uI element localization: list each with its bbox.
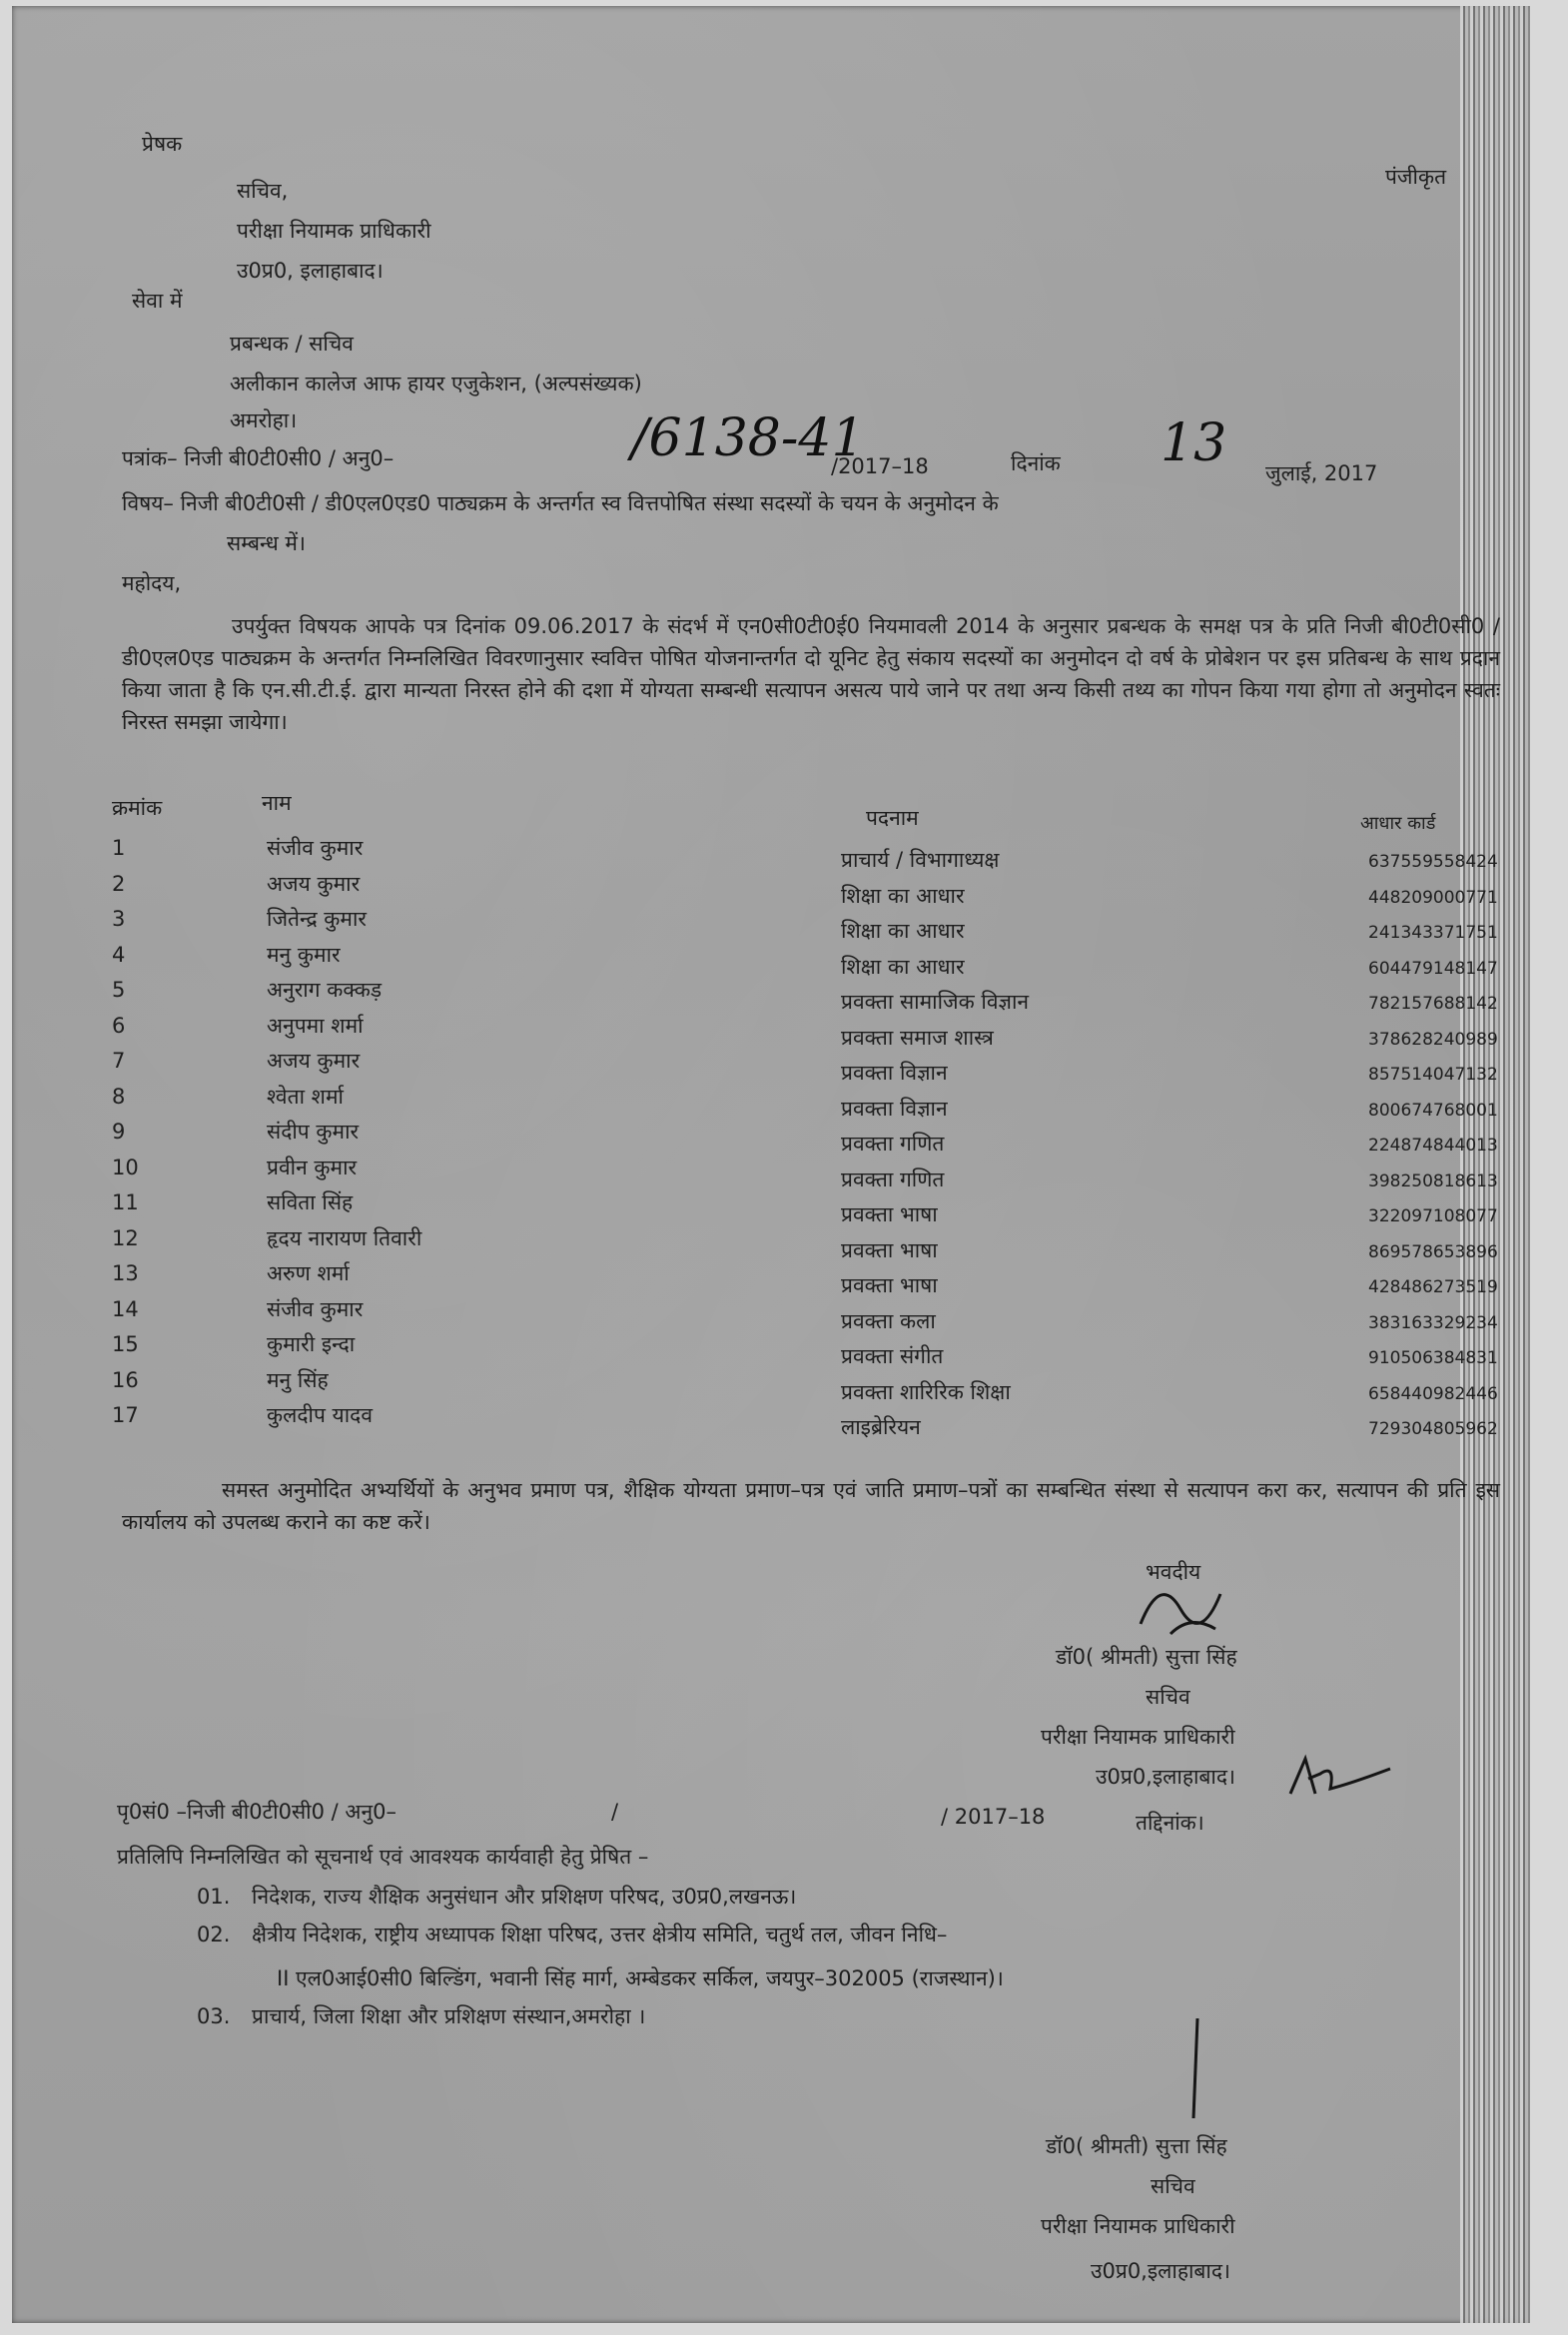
row-name: संजीव कुमार bbox=[267, 836, 364, 860]
date-month-year: जुलाई, 2017 bbox=[1265, 461, 1378, 485]
col-name-header: नाम bbox=[262, 791, 292, 815]
copy-item-text: प्राचार्य, जिला शिक्षा और प्रशिक्षण संस्थान,अमरोहा । bbox=[252, 2004, 646, 2028]
signatory-name-2: डॉ0( श्रीमती) सुत्ता सिंह bbox=[1046, 2134, 1227, 2158]
copy-item-text: क्षैत्रीय निदेशक, राष्ट्रीय अध्यापक शिक्षा परिषद, उत्तर क्षेत्रीय समिति, चतुर्थ तल, जीवन निधि– bbox=[252, 1923, 948, 1946]
row-aadhaar: 398250818613 bbox=[1368, 1170, 1498, 1191]
closing-paragraph: समस्त अनुमोदित अभ्यर्थियों के अनुभव प्रमाण पत्र, शैक्षिक योग्यता प्रमाण–पत्र एवं जाति प्रमाण–पत्रों का सम्बन्धित संस्था से सत्यापन करा कर, सत्यापन की प्रति इस कार्यालय को उपलब्ध कराने का कष्ट करें। bbox=[122, 1478, 1500, 1534]
row-aadhaar: 800674768001 bbox=[1368, 1100, 1498, 1121]
row-serial: 16 bbox=[112, 1367, 139, 1392]
row-designation: प्रवक्ता गणित bbox=[841, 1132, 945, 1156]
recipient-line-1: प्रबन्धक / सचिव bbox=[230, 332, 354, 356]
signatory-office-2: परीक्षा नियामक प्राधिकारी bbox=[1041, 2214, 1235, 2238]
recipient-line-3: अमरोहा। bbox=[230, 408, 298, 432]
row-serial: 15 bbox=[112, 1332, 139, 1356]
row-serial: 14 bbox=[112, 1296, 139, 1321]
row-name: मनु सिंह bbox=[267, 1367, 329, 1392]
row-name: अनुराग कक्कड़ bbox=[267, 978, 383, 1002]
copy-intro: प्रतिलिपि निम्नलिखित को सूचनार्थ एवं आवश्यक कार्यवाही हेतु प्रेषित – bbox=[117, 1845, 649, 1869]
copy-patrank: पृ0सं0 –निजी बी0टी0सी0 / अनु0– bbox=[117, 1800, 396, 1824]
row-aadhaar: 224874844013 bbox=[1368, 1136, 1498, 1156]
row-designation: लाइब्रेरियन bbox=[841, 1415, 921, 1439]
row-name: जितेन्द्र कुमार bbox=[267, 907, 368, 931]
sender-line-2: परीक्षा नियामक प्राधिकारी bbox=[237, 219, 431, 243]
row-serial: 10 bbox=[112, 1155, 139, 1179]
row-designation: प्रवक्ता भाषा bbox=[841, 1273, 938, 1297]
row-serial: 6 bbox=[112, 1013, 126, 1038]
patrank-label: पत्रांक– निजी बी0टी0सी0 / अनु0– bbox=[122, 446, 394, 470]
signature-mark-1 bbox=[1121, 1554, 1250, 1644]
row-designation: प्रवक्ता भाषा bbox=[841, 1237, 938, 1262]
col-designation-header: पदनाम bbox=[866, 806, 919, 830]
row-serial: 1 bbox=[112, 836, 126, 860]
row-serial: 4 bbox=[112, 942, 126, 967]
row-designation: प्राचार्य / विभागाध्यक्ष bbox=[841, 848, 1000, 872]
sender-line-1: सचिव, bbox=[237, 179, 289, 203]
row-name: श्वेता शर्मा bbox=[267, 1084, 344, 1109]
copy-year: / 2017–18 bbox=[941, 1805, 1046, 1829]
scanned-letter bbox=[12, 6, 1530, 2323]
row-serial: 2 bbox=[112, 871, 126, 896]
row-designation: शिक्षा का आधार bbox=[841, 919, 965, 943]
body-paragraph: उपर्युक्त विषयक आपके पत्र दिनांक 09.06.2017 के संदर्भ में एन0सी0टी0ई0 नियमावली 2014 के अनुसार प्रबन्धक के समक्ष पत्र के प्रति निजी बी0टी0सी0 / डी0एल0एड पाठ्यक्रम के अन्तर्गत निम्नलिखित विवरणानुसार स्ववित्त पोषित योजनान्तर्गत दो यूनिट हेतु संकाय सदस्यों का अनुमोदन दो वर्ष के प्रोबेशन पर इस प्रतिबन्ध के साथ प्रदान किया जाता है कि एन.सी.टी.ई. द्वारा मान्यता निरस्त होने की दशा में योग्यता सम्बन्धी सत्यापन असत्य पाये जाने पर तथा अन्य किसी तथ्य का गोपन किया गया होगा तो अनुमोदन स्वतः निरस्त समझा जायेगा। bbox=[122, 614, 1500, 734]
row-designation: प्रवक्ता भाषा bbox=[841, 1202, 938, 1226]
row-name: अजय कुमार bbox=[267, 871, 361, 896]
row-aadhaar: 241343371751 bbox=[1368, 923, 1498, 943]
row-name: हृदय नारायण तिवारी bbox=[267, 1225, 422, 1250]
date-label: दिनांक bbox=[1011, 451, 1061, 475]
signature-mark-2 bbox=[1176, 2013, 1215, 2123]
row-designation: प्रवक्ता विज्ञान bbox=[841, 1061, 948, 1085]
row-aadhaar: 604479148147 bbox=[1368, 958, 1498, 979]
row-designation: प्रवक्ता गणित bbox=[841, 1167, 945, 1191]
row-name: कुमारी इन्दा bbox=[267, 1332, 356, 1356]
row-name: कुलदीप यादव bbox=[267, 1403, 374, 1427]
signatory-office-1: परीक्षा नियामक प्राधिकारी bbox=[1041, 1725, 1235, 1749]
row-aadhaar: 637559558424 bbox=[1368, 852, 1498, 872]
signatory-place-1: उ0प्र0,इलाहाबाद। bbox=[1096, 1765, 1235, 1789]
from-label: प्रेषक bbox=[142, 132, 183, 156]
registered-label: पंजीकृत bbox=[1385, 165, 1447, 189]
row-aadhaar: 383163329234 bbox=[1368, 1312, 1498, 1333]
initials-mark bbox=[1280, 1744, 1400, 1814]
subject-line-2: सम्बन्ध में। bbox=[227, 531, 306, 555]
row-designation: प्रवक्ता संगीत bbox=[841, 1344, 944, 1368]
signatory-name-1: डॉ0( श्रीमती) सुत्ता सिंह bbox=[1056, 1645, 1237, 1669]
bhavdiya-label: भवदीय bbox=[1146, 1560, 1201, 1584]
row-aadhaar: 448209000771 bbox=[1368, 887, 1498, 908]
salutation: महोदय, bbox=[122, 571, 182, 595]
handwritten-date: 13 bbox=[1161, 413, 1227, 473]
row-serial: 5 bbox=[112, 978, 126, 1002]
to-label: सेवा में bbox=[132, 289, 183, 313]
row-name: संदीप कुमार bbox=[267, 1120, 360, 1144]
col-aadhaar-header: आधार कार्ड bbox=[1360, 813, 1436, 834]
row-designation: प्रवक्ता सामाजिक विज्ञान bbox=[841, 990, 1030, 1014]
row-name: संजीव कुमार bbox=[267, 1296, 364, 1321]
row-designation: प्रवक्ता शारिरिक शिक्षा bbox=[841, 1379, 1011, 1404]
row-aadhaar: 910506384831 bbox=[1368, 1348, 1498, 1368]
row-designation: प्रवक्ता विज्ञान bbox=[841, 1096, 948, 1121]
row-name: अनुपमा शर्मा bbox=[267, 1013, 364, 1038]
row-aadhaar: 782157688142 bbox=[1368, 994, 1498, 1014]
copy-item-text: II एल0आई0सी0 बिल्डिंग, भवानी सिंह मार्ग, अम्बेडकर सर्किल, जयपुर–302005 (राजस्थान)। bbox=[277, 1966, 1004, 1990]
copy-item-text: निदेशक, राज्य शैक्षिक अनुसंधान और प्रशिक्षण परिषद, उ0प्र0,लखनऊ। bbox=[252, 1885, 797, 1909]
signatory-title-1: सचिव bbox=[1146, 1685, 1190, 1709]
row-aadhaar: 857514047132 bbox=[1368, 1065, 1498, 1085]
row-serial: 8 bbox=[112, 1084, 126, 1109]
row-designation: प्रवक्ता समाज शास्त्र bbox=[841, 1025, 994, 1050]
row-name: अजय कुमार bbox=[267, 1049, 361, 1073]
row-serial: 7 bbox=[112, 1049, 126, 1073]
row-name: प्रवीन कुमार bbox=[267, 1155, 358, 1179]
row-serial: 12 bbox=[112, 1225, 139, 1250]
row-aadhaar: 378628240989 bbox=[1368, 1029, 1498, 1050]
row-name: मनु कुमार bbox=[267, 942, 341, 967]
row-aadhaar: 658440982446 bbox=[1368, 1383, 1498, 1404]
row-aadhaar: 869578653896 bbox=[1368, 1241, 1498, 1262]
row-name: अरुण शर्मा bbox=[267, 1261, 350, 1285]
row-serial: 9 bbox=[112, 1120, 126, 1144]
copy-slash: / bbox=[611, 1800, 619, 1824]
row-serial: 13 bbox=[112, 1261, 139, 1285]
col-serial-header: क्रमांक bbox=[112, 796, 163, 820]
recipient-line-2: अलीकान कालेज आफ हायर एजुकेशन, (अल्पसंख्यक) bbox=[230, 372, 642, 395]
copy-date: तद्दिनांक। bbox=[1136, 1811, 1204, 1835]
row-designation: शिक्षा का आधार bbox=[841, 883, 965, 908]
scan-edge-artifact bbox=[1460, 6, 1530, 2323]
sender-line-3: उ0प्र0, इलाहाबाद। bbox=[237, 259, 384, 283]
row-serial: 17 bbox=[112, 1403, 139, 1427]
signatory-title-2: सचिव bbox=[1151, 2174, 1195, 2198]
subject-line-1: विषय– निजी बी0टी0सी / डी0एल0एड0 पाठ्यक्रम के अन्तर्गत स्व वित्तपोषित संस्था सदस्यों के चयन के अनुमोदन के bbox=[122, 491, 999, 515]
reference-year: /2017–18 bbox=[831, 454, 929, 478]
row-designation: प्रवक्ता कला bbox=[841, 1308, 936, 1333]
row-serial: 11 bbox=[112, 1190, 139, 1214]
row-aadhaar: 322097108077 bbox=[1368, 1206, 1498, 1226]
signatory-place-2: उ0प्र0,इलाहाबाद। bbox=[1091, 2259, 1230, 2283]
row-name: सविता सिंह bbox=[267, 1190, 354, 1214]
copy-item-number: 03. bbox=[197, 2004, 231, 2028]
row-aadhaar: 428486273519 bbox=[1368, 1277, 1498, 1297]
handwritten-letter-number: /6138-41 bbox=[631, 408, 865, 468]
row-serial: 3 bbox=[112, 907, 126, 931]
copy-item-number: 01. bbox=[197, 1885, 231, 1909]
copy-item-number: 02. bbox=[197, 1923, 231, 1946]
row-aadhaar: 729304805962 bbox=[1368, 1419, 1498, 1439]
row-designation: शिक्षा का आधार bbox=[841, 954, 965, 979]
